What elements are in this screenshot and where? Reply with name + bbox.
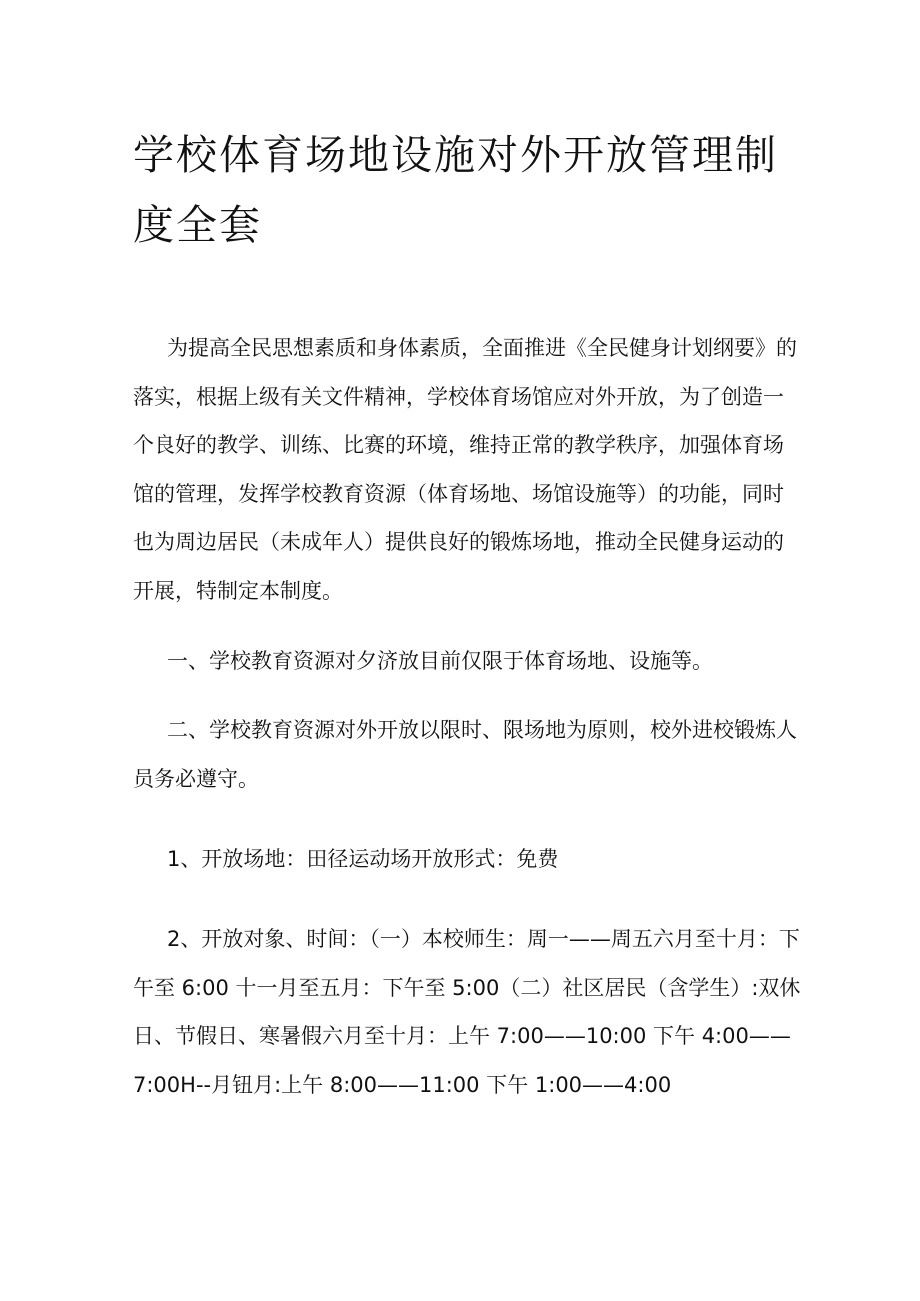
intro-paragraph: 为提高全民思想素质和身体素质，全面推进《全民健身计划纲要》的落实，根据上级有关文件精神，学校体育场馆应对外开放，为了创造一个良好的教学、训练、比赛的环境，维持正常的教学秩序，加强体育场馆的管理，发挥学校教育资源（体育场地、场馆设施等）的功能，同时也为周边居民（未成年人）提供良好的锻炼场地，推动全民健身运动的开展，特制定本制度。 [133,336,797,603]
document-title: 学校体育场地设施对外开放管理制度全套 [133,131,778,249]
open-venue-paragraph: 1、开放场地：田径运动场开放形式：免费 [167,847,559,871]
section-2-paragraph: 二、学校教育资源对外开放以限时、限场地为原则，校外进校锻炼人员务必遵守。 [133,718,797,791]
section-1-paragraph: 一、学校教育资源对夕济放目前仅限于体育场地、设施等。 [167,649,713,673]
open-schedule-paragraph: 2、开放对象、时间：（一）本校师生：周一——周五六月至十月：下午至 6:00 十一月至五月：下午至 5:00（二）社区居民（含学生）:双休日、节假日、寒暑假六月至十月：上午 7:00——10:00 下午 4:00——7:00H--月钮月:上午 8:00——11:00 下午 1:00——4:00 [133,927,801,1097]
